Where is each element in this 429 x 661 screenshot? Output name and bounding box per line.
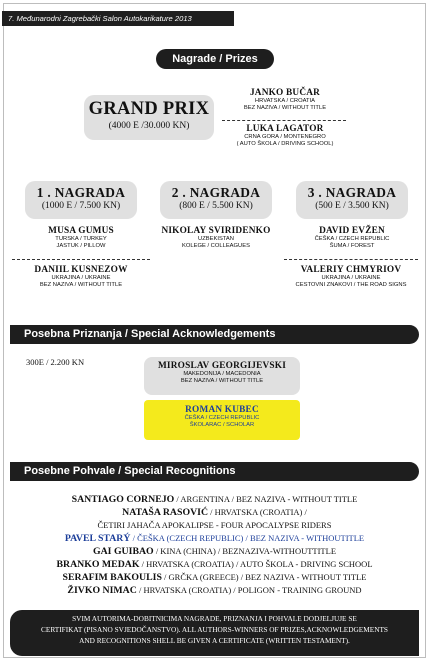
winner-name: MIROSLAV GEORGIJEVSKI (157, 361, 287, 371)
winner-work: KOLEGE / COLLEAGUES (182, 243, 250, 249)
recognition-row (10, 532, 419, 545)
recognition-name: SERAFIM BAKOULIS (62, 572, 162, 583)
winner-name: VALERIY CHMYRIOV (300, 265, 402, 275)
award-amount: (800 E / 5.500 KN) (179, 201, 253, 211)
recognition-details: / KINA (CHINA) / BEZNAZIVA-WITHOUTTITLE (153, 546, 337, 556)
recognition-name: GAI GUIBAO (92, 546, 154, 557)
recognition-row (10, 584, 419, 597)
winner-work: ( AUTO ŠKOLA / DRIVING SCHOOL) (236, 141, 334, 147)
recognition-row (10, 493, 419, 506)
winner-name: DANIIL KUSNEZOW (34, 265, 128, 275)
certificate-note-line: CERTIFIKAT (PISANO SVJEDOČANSTVO). ALL AUTHORS-WINNERS OF PRIZES,ACKNOWLEDGEMENTS (41, 625, 388, 634)
winner-country: ČEŠKA / CZECH REPUBLIC (314, 236, 390, 242)
recognition-name: SANTIAGO CORNEJO (71, 494, 175, 505)
recognition-name: PAVEL STARÝ (64, 533, 131, 544)
award-winner (150, 226, 282, 250)
recognition-name: BRANKO MEDAK (56, 559, 140, 570)
certificate-note (10, 610, 419, 656)
winner-work: BEZ NAZIVA / WITHOUT TITLE (39, 282, 123, 288)
winner-work: BEZ NAZIVA / WITHOUT TITLE (243, 105, 327, 111)
recognition-row (10, 571, 419, 584)
recognition-details: / HRVATSKA (CROATIA) / AUTO ŠKOLA - DRIVING SCHOOL (139, 559, 373, 569)
award-title: 2 . NAGRADA (171, 185, 261, 200)
page-header: 7. Međunarodni Zagrebački Salon Autokarikature 2013 (2, 11, 234, 26)
divider (222, 120, 346, 121)
winner-name: ROMAN KUBEC (185, 405, 259, 415)
winner-country: CRNA GORA / MONTENEGRO (244, 134, 326, 140)
acknowledgement-box (144, 357, 300, 395)
grand-prix-winner (220, 124, 350, 148)
acknowledgement-amount: 300E / 2.200 KN (26, 357, 85, 367)
award-box (296, 181, 408, 219)
recognition-details: / HRVATSKA (CROATIA) / (208, 507, 307, 517)
grand-prix-box (84, 95, 214, 140)
recognition-details: ČETIRI JAHAČA APOKALIPSE - FOUR APOCALYPSE RIDERS (97, 520, 332, 530)
award-winner (282, 265, 420, 289)
recognition-details: / GRČKA (GREECE) / BEZ NAZIVA - WITHOUT TITLE (161, 572, 367, 582)
prizes-heading: Nagrade / Prizes (156, 49, 274, 69)
grand-prix-title: GRAND PRIX (88, 99, 210, 119)
recognition-row (10, 558, 419, 571)
winner-work: ŠUMA / FOREST (329, 243, 375, 249)
winner-name: LUKA LAGATOR (246, 124, 324, 134)
award-winner (292, 226, 412, 250)
award-box (160, 181, 272, 219)
certificate-note-line: AND RECOGNITIONS SHELL BE GIVEN A CERTIFICATE (WRITTEN TESTAMENT). (79, 636, 350, 645)
award-amount: (1000 E / 7.500 KN) (41, 201, 121, 211)
acknowledgements-heading: Posebna Priznanja / Special Acknowledgements (10, 325, 419, 344)
recognition-row (10, 545, 419, 558)
grand-prix-winner (220, 88, 350, 112)
winner-country: HRVATSKA / CROATIA (254, 98, 316, 104)
winner-work: CESTOVNI ZNAKOVI / THE ROAD SIGNS (295, 282, 407, 288)
recognition-name: NATAŠA RASOVIĆ (122, 507, 209, 518)
winner-country: TURSKA / TURKEY (55, 236, 107, 242)
winner-name: NIKOLAY SVIRIDENKO (161, 226, 271, 236)
recognitions-heading: Posebne Pohvale / Special Recognitions (10, 462, 419, 481)
winner-name: MUSA GUMUS (48, 226, 114, 236)
award-amount: (500 E / 3.500 KN) (315, 201, 389, 211)
divider (284, 259, 418, 260)
recognition-row (10, 506, 419, 519)
winner-country: ČEŠKA / CZECH REPUBLIC (184, 415, 260, 421)
grand-prix-amount: (4000 E /30.000 KN) (108, 121, 190, 131)
winner-country: MAKEDONIJA / MACEDONIA (183, 371, 261, 377)
recognition-row (10, 519, 419, 532)
winner-work: ŠKOLARAC / SCHOLAR (189, 422, 255, 428)
award-winner (20, 226, 142, 250)
winner-work: JASTUK / PILLOW (56, 243, 106, 249)
certificate-note-line: SVIM AUTORIMA-DOBITNICIMA NAGRADE, PRIZNANJA I POHVALE DODJELJUJE SE (72, 614, 357, 623)
recognition-details: / HRVATSKA (CROATIA) / POLIGON - TRAINING GROUND (136, 585, 362, 595)
award-winner (15, 265, 147, 289)
winner-country: UKRAJINA / UKRAINE (51, 275, 111, 281)
winner-work: BEZ NAZIVA / WITHOUT TITLE (180, 378, 264, 384)
recognitions-list (10, 493, 419, 597)
acknowledgement-highlight-box (144, 400, 300, 440)
recognition-name: ŽIVKO NIMAC (67, 585, 137, 596)
recognition-details: / ARGENTINA / BEZ NAZIVA - WITHOUT TITLE (174, 494, 358, 504)
award-title: 1 . NAGRADA (36, 185, 126, 200)
award-box (25, 181, 137, 219)
winner-name: JANKO BUČAR (249, 88, 321, 98)
recognition-details: / ČEŠKA (CZECH REPUBLIC) / BEZ NAZIVA - WITHOUTITLE (130, 533, 365, 543)
winner-name: DAVID EVŽEN (319, 226, 385, 236)
winner-country: UKRAJINA / UKRAINE (321, 275, 381, 281)
divider (12, 259, 150, 260)
winner-country: UZBEKISTAN (198, 236, 234, 242)
award-title: 3 . NAGRADA (307, 185, 397, 200)
